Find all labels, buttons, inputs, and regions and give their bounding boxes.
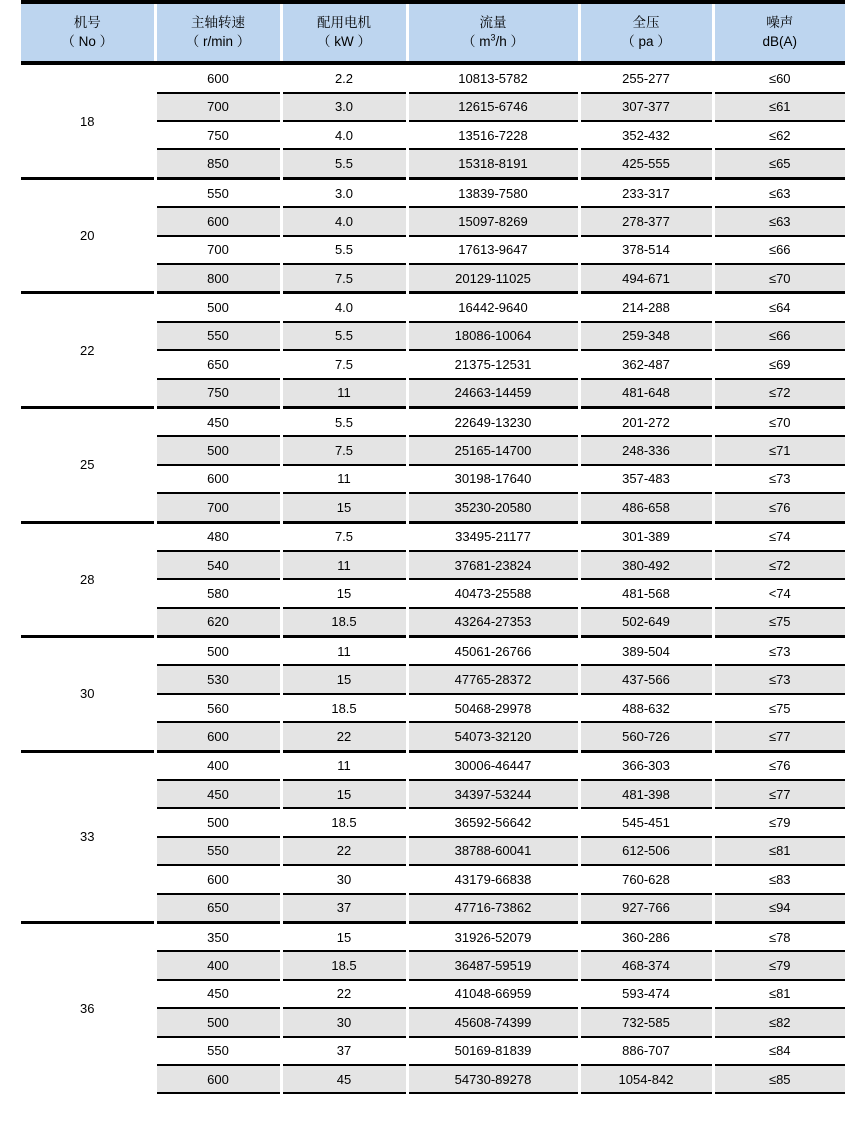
cell-flow: 34397-53244 [407, 780, 579, 808]
cell-rpm: 850 [155, 149, 281, 178]
machine-number-cell: 20 [21, 178, 155, 293]
table-row [21, 293, 845, 322]
table-row [21, 178, 845, 207]
cell-flow: 36487-59519 [407, 951, 579, 979]
cell-pres: 352-432 [579, 121, 713, 149]
cell-pres: 612-506 [579, 837, 713, 865]
cell-kw: 11 [281, 465, 407, 493]
cell-kw: 18.5 [281, 694, 407, 722]
cell-kw: 5.5 [281, 149, 407, 178]
cell-noise: ≤66 [713, 236, 845, 264]
cell-pres: 307-377 [579, 93, 713, 121]
cell-rpm: 400 [155, 751, 281, 780]
cell-flow: 24663-14459 [407, 379, 579, 408]
cell-flow: 13839-7580 [407, 178, 579, 207]
cell-rpm: 580 [155, 579, 281, 607]
column-header-title: 全压 [632, 15, 660, 30]
cell-flow: 10813-5782 [407, 63, 579, 92]
cell-rpm: 500 [155, 1008, 281, 1036]
cell-kw: 18.5 [281, 951, 407, 979]
cell-kw: 4.0 [281, 121, 407, 149]
fan-specification-table [21, 0, 845, 1094]
cell-pres: 468-374 [579, 951, 713, 979]
cell-kw: 5.5 [281, 322, 407, 350]
cell-rpm: 500 [155, 808, 281, 836]
cell-noise: ≤74 [713, 522, 845, 551]
cell-pres: 927-766 [579, 894, 713, 923]
cell-noise: ≤81 [713, 980, 845, 1008]
cell-flow: 15318-8191 [407, 149, 579, 178]
cell-rpm: 600 [155, 722, 281, 751]
cell-pres: 278-377 [579, 207, 713, 235]
table-row [21, 63, 845, 92]
cell-flow: 18086-10064 [407, 322, 579, 350]
cell-kw: 5.5 [281, 407, 407, 436]
column-header-noise [713, 2, 845, 63]
cell-pres: 437-566 [579, 665, 713, 693]
column-header-unit: （ kW ） [317, 33, 371, 49]
cell-pres: 486-658 [579, 493, 713, 522]
cell-flow: 30006-46447 [407, 751, 579, 780]
column-header-title: 流量 [479, 15, 507, 30]
cell-flow: 54073-32120 [407, 722, 579, 751]
table-row [21, 751, 845, 780]
cell-flow: 21375-12531 [407, 350, 579, 378]
cell-pres: 362-487 [579, 350, 713, 378]
cell-pres: 494-671 [579, 264, 713, 293]
column-header-rpm [155, 2, 281, 63]
cell-noise: ≤94 [713, 894, 845, 923]
table-body [21, 63, 845, 1093]
cell-pres: 357-483 [579, 465, 713, 493]
cell-flow: 17613-9647 [407, 236, 579, 264]
cell-rpm: 550 [155, 837, 281, 865]
column-header-unit: （ $m^3/h$ ） [461, 32, 525, 49]
column-header-unit: （ r/min ） [185, 33, 251, 49]
cell-noise: ≤81 [713, 837, 845, 865]
column-header-pres [579, 2, 713, 63]
cell-rpm: 700 [155, 93, 281, 121]
machine-number-cell: 25 [21, 407, 155, 522]
machine-number-cell: 28 [21, 522, 155, 637]
cell-rpm: 600 [155, 207, 281, 235]
cell-flow: 30198-17640 [407, 465, 579, 493]
cell-kw: 30 [281, 1008, 407, 1036]
cell-noise: ≤69 [713, 350, 845, 378]
cell-noise: ≤82 [713, 1008, 845, 1036]
cell-pres: 545-451 [579, 808, 713, 836]
cell-rpm: 500 [155, 293, 281, 322]
column-header-unit: （ pa ） [621, 33, 671, 49]
cell-rpm: 400 [155, 951, 281, 979]
table-row [21, 637, 845, 666]
cell-pres: 233-317 [579, 178, 713, 207]
column-header-kw [281, 2, 407, 63]
cell-flow: 47716-73862 [407, 894, 579, 923]
cell-pres: 425-555 [579, 149, 713, 178]
cell-rpm: 650 [155, 894, 281, 923]
cell-noise: ≤61 [713, 93, 845, 121]
cell-pres: 248-336 [579, 436, 713, 464]
cell-flow: 45061-26766 [407, 637, 579, 666]
cell-flow: 47765-28372 [407, 665, 579, 693]
cell-pres: 255-277 [579, 63, 713, 92]
header-row [21, 2, 845, 63]
cell-flow: 20129-11025 [407, 264, 579, 293]
cell-rpm: 480 [155, 522, 281, 551]
cell-noise: ≤71 [713, 436, 845, 464]
cell-pres: 481-398 [579, 780, 713, 808]
cell-kw: 7.5 [281, 522, 407, 551]
cell-rpm: 450 [155, 780, 281, 808]
cell-flow: 40473-25588 [407, 579, 579, 607]
cell-flow: 22649-13230 [407, 407, 579, 436]
cell-pres: 301-389 [579, 522, 713, 551]
cell-kw: 22 [281, 837, 407, 865]
cell-kw: 4.0 [281, 293, 407, 322]
cell-rpm: 450 [155, 980, 281, 1008]
cell-flow: 54730-89278 [407, 1065, 579, 1093]
cell-rpm: 800 [155, 264, 281, 293]
cell-noise: ≤73 [713, 665, 845, 693]
cell-noise: ≤83 [713, 865, 845, 893]
cell-noise: ≤77 [713, 722, 845, 751]
cell-rpm: 450 [155, 407, 281, 436]
cell-noise: ≤72 [713, 379, 845, 408]
cell-rpm: 550 [155, 178, 281, 207]
machine-number-cell: 30 [21, 637, 155, 752]
cell-kw: 7.5 [281, 436, 407, 464]
cell-rpm: 540 [155, 551, 281, 579]
cell-kw: 7.5 [281, 264, 407, 293]
cell-kw: 11 [281, 751, 407, 780]
cell-flow: 25165-14700 [407, 436, 579, 464]
cell-rpm: 350 [155, 922, 281, 951]
cell-flow: 12615-6746 [407, 93, 579, 121]
cell-noise: ≤62 [713, 121, 845, 149]
cell-rpm: 560 [155, 694, 281, 722]
cell-noise: ≤85 [713, 1065, 845, 1093]
cell-kw: 3.0 [281, 178, 407, 207]
cell-noise: ≤75 [713, 608, 845, 637]
cell-rpm: 600 [155, 63, 281, 92]
table-row [21, 922, 845, 951]
cell-rpm: 700 [155, 236, 281, 264]
cell-pres: 1054-842 [579, 1065, 713, 1093]
cell-kw: 15 [281, 780, 407, 808]
cell-flow: 37681-23824 [407, 551, 579, 579]
cell-kw: 11 [281, 379, 407, 408]
column-header-title: 机号 [73, 15, 101, 30]
column-header-title: 噪声 [766, 15, 794, 30]
cell-pres: 366-303 [579, 751, 713, 780]
cell-pres: 886-707 [579, 1037, 713, 1065]
cell-kw: 22 [281, 980, 407, 1008]
table-row [21, 522, 845, 551]
cell-pres: 593-474 [579, 980, 713, 1008]
cell-kw: 15 [281, 493, 407, 522]
cell-kw: 18.5 [281, 808, 407, 836]
cell-noise: ≤65 [713, 149, 845, 178]
cell-pres: 560-726 [579, 722, 713, 751]
cell-pres: 502-649 [579, 608, 713, 637]
cell-noise: ≤63 [713, 207, 845, 235]
cell-kw: 30 [281, 865, 407, 893]
cell-flow: 45608-74399 [407, 1008, 579, 1036]
cell-rpm: 600 [155, 865, 281, 893]
cell-noise: <74 [713, 579, 845, 607]
cell-kw: 7.5 [281, 350, 407, 378]
cell-flow: 50169-81839 [407, 1037, 579, 1065]
cell-noise: ≤73 [713, 637, 845, 666]
column-header-unit: dB(A) [762, 33, 797, 49]
cell-flow: 35230-20580 [407, 493, 579, 522]
cell-flow: 33495-21177 [407, 522, 579, 551]
cell-flow: 41048-66959 [407, 980, 579, 1008]
cell-pres: 732-585 [579, 1008, 713, 1036]
column-header-unit: （ No ） [61, 33, 114, 49]
cell-rpm: 530 [155, 665, 281, 693]
cell-kw: 22 [281, 722, 407, 751]
cell-rpm: 500 [155, 436, 281, 464]
cell-rpm: 750 [155, 121, 281, 149]
cell-kw: 11 [281, 551, 407, 579]
table-header [21, 2, 845, 63]
cell-flow: 15097-8269 [407, 207, 579, 235]
cell-noise: ≤77 [713, 780, 845, 808]
cell-flow: 38788-60041 [407, 837, 579, 865]
cell-pres: 760-628 [579, 865, 713, 893]
cell-noise: ≤84 [713, 1037, 845, 1065]
cell-noise: ≤70 [713, 264, 845, 293]
cell-kw: 11 [281, 637, 407, 666]
column-header-flow [407, 2, 579, 63]
cell-noise: ≤75 [713, 694, 845, 722]
cell-pres: 389-504 [579, 637, 713, 666]
cell-flow: 43264-27353 [407, 608, 579, 637]
column-header-no [21, 2, 155, 63]
cell-flow: 50468-29978 [407, 694, 579, 722]
cell-kw: 15 [281, 579, 407, 607]
cell-flow: 16442-9640 [407, 293, 579, 322]
cell-noise: ≤63 [713, 178, 845, 207]
cell-pres: 481-568 [579, 579, 713, 607]
cell-rpm: 500 [155, 637, 281, 666]
cell-kw: 45 [281, 1065, 407, 1093]
machine-number-cell: 33 [21, 751, 155, 922]
cell-pres: 214-288 [579, 293, 713, 322]
cell-kw: 2.2 [281, 63, 407, 92]
cell-kw: 18.5 [281, 608, 407, 637]
cell-rpm: 750 [155, 379, 281, 408]
machine-number-cell: 36 [21, 922, 155, 1093]
cell-flow: 36592-56642 [407, 808, 579, 836]
cell-kw: 3.0 [281, 93, 407, 121]
cell-noise: ≤60 [713, 63, 845, 92]
cell-noise: ≤79 [713, 808, 845, 836]
cell-flow: 31926-52079 [407, 922, 579, 951]
cell-flow: 13516-7228 [407, 121, 579, 149]
cell-noise: ≤76 [713, 751, 845, 780]
column-header-title: 主轴转速 [191, 15, 245, 30]
cell-pres: 481-648 [579, 379, 713, 408]
cell-kw: 15 [281, 922, 407, 951]
cell-pres: 488-632 [579, 694, 713, 722]
cell-kw: 4.0 [281, 207, 407, 235]
cell-noise: ≤66 [713, 322, 845, 350]
cell-kw: 5.5 [281, 236, 407, 264]
cell-pres: 201-272 [579, 407, 713, 436]
cell-noise: ≤78 [713, 922, 845, 951]
cell-rpm: 600 [155, 465, 281, 493]
cell-rpm: 550 [155, 322, 281, 350]
cell-pres: 259-348 [579, 322, 713, 350]
cell-noise: ≤73 [713, 465, 845, 493]
cell-kw: 37 [281, 1037, 407, 1065]
cell-noise: ≤70 [713, 407, 845, 436]
column-header-title: 配用电机 [317, 15, 371, 30]
machine-number-cell: 18 [21, 63, 155, 178]
cell-rpm: 620 [155, 608, 281, 637]
cell-rpm: 550 [155, 1037, 281, 1065]
cell-rpm: 650 [155, 350, 281, 378]
cell-kw: 15 [281, 665, 407, 693]
cell-rpm: 700 [155, 493, 281, 522]
cell-kw: 37 [281, 894, 407, 923]
table-row [21, 407, 845, 436]
cell-pres: 380-492 [579, 551, 713, 579]
cell-pres: 360-286 [579, 922, 713, 951]
machine-number-cell: 22 [21, 293, 155, 408]
cell-noise: ≤76 [713, 493, 845, 522]
cell-flow: 43179-66838 [407, 865, 579, 893]
cell-rpm: 600 [155, 1065, 281, 1093]
cell-pres: 378-514 [579, 236, 713, 264]
cell-noise: ≤72 [713, 551, 845, 579]
cell-noise: ≤64 [713, 293, 845, 322]
cell-noise: ≤79 [713, 951, 845, 979]
